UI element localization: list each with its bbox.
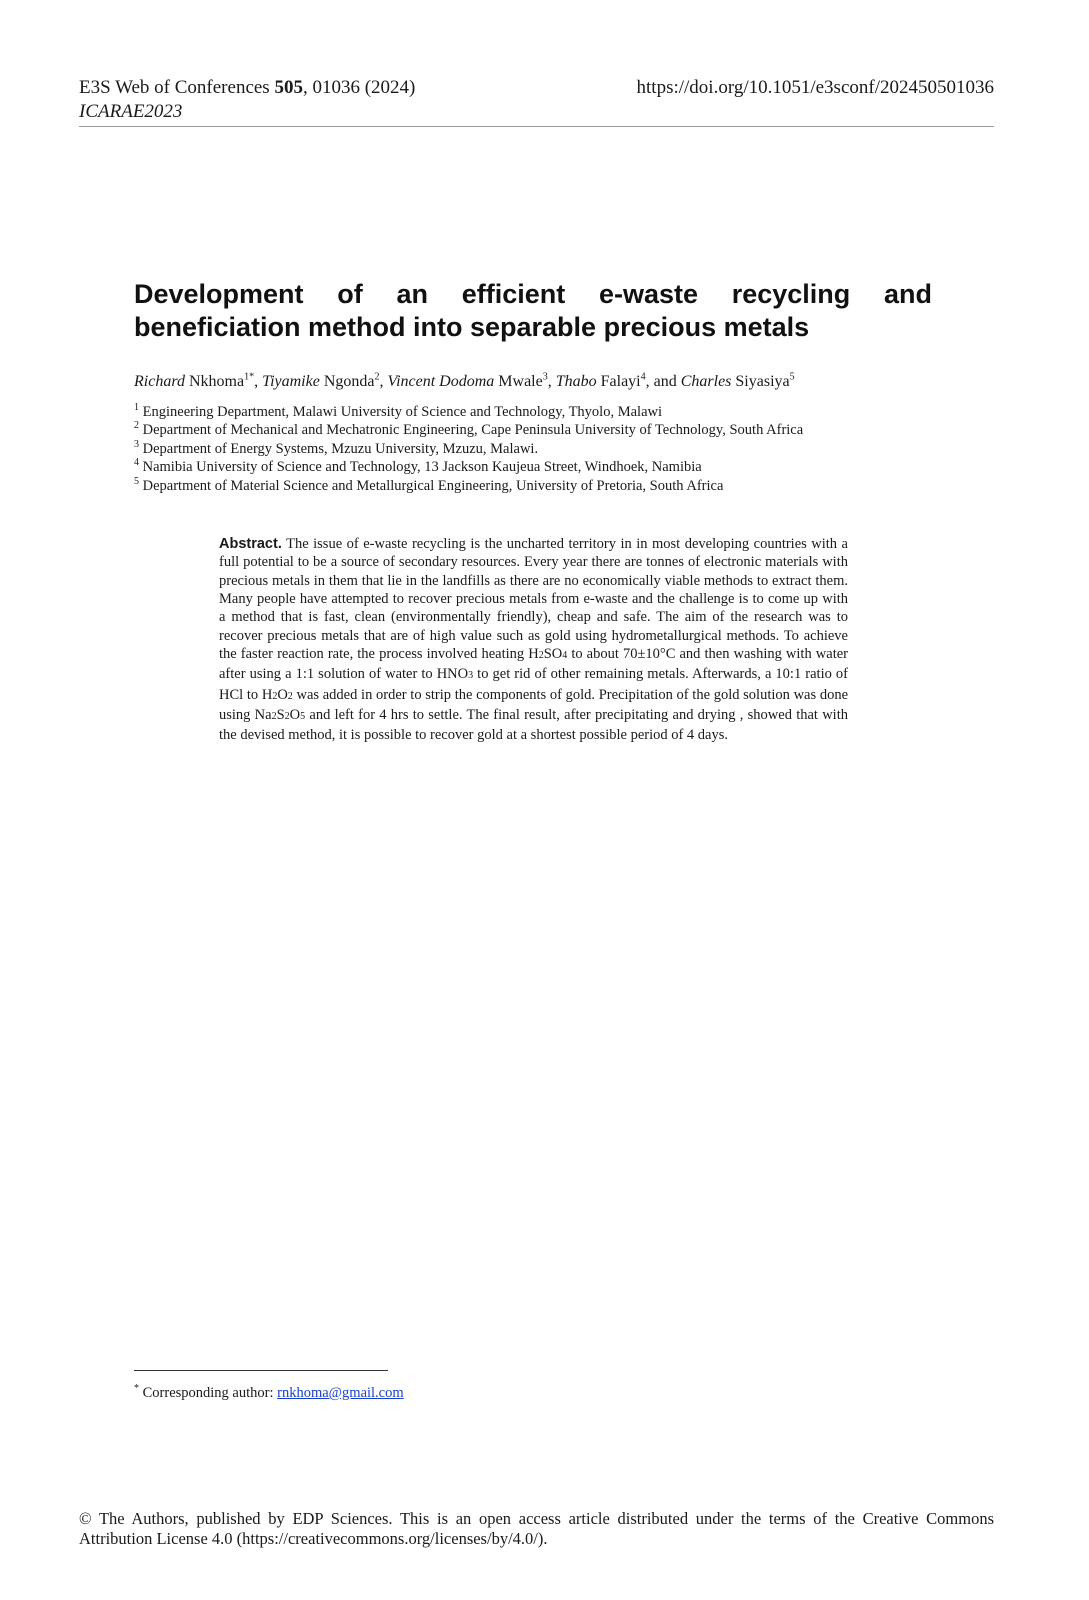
affiliation-text: Department of Material Science and Metallurgical Engineering, University of Pretoria, South Africa bbox=[139, 477, 724, 494]
abstract-text: O bbox=[289, 707, 301, 724]
footnote-mark: * bbox=[134, 1383, 139, 1395]
affiliation bbox=[134, 403, 803, 421]
affiliation-number: 1 bbox=[134, 402, 139, 414]
author-family-name: Ngonda bbox=[323, 373, 375, 390]
abstract-text: The issue of e-waste recycling is the uncharted territory in in most developing countries with a full potential to be a source of secondary resources. Every year there are tonnes of electronic materials with precious metals in them that lie in the landfills as there are no economically viable methods to extract them. Many people have attempted to recover precious metals from e-waste and the challenge is to come up with a method that is fast, clean (environmentally friendly), cheap and safe. The aim of the research was to recover precious metals that are of high value such as gold using hydrometallurgical methods. To achieve the faster reaction rate, the process involved heating H bbox=[219, 536, 848, 663]
author-given-name: Charles bbox=[680, 373, 732, 390]
author-affiliation-mark: 5 bbox=[789, 371, 795, 383]
subscript: 2 bbox=[271, 711, 277, 723]
author bbox=[262, 373, 387, 390]
affiliation-number: 4 bbox=[134, 457, 139, 469]
subscript: 2 bbox=[538, 650, 544, 662]
author bbox=[134, 373, 262, 390]
author-family-name: Nkhoma bbox=[188, 373, 245, 390]
conference-name: ICARAE2023 bbox=[79, 101, 183, 122]
abstract-text: and left for 4 hrs to settle. The final result, after precipitating and drying , showed that with the devised method, it is possible to recover gold at a shortest possible period of 4 days. bbox=[219, 707, 848, 744]
author-separator: , bbox=[379, 373, 388, 390]
affiliation-text: Department of Energy Systems, Mzuzu University, Mzuzu, Malawi. bbox=[139, 440, 539, 457]
affiliation-number: 2 bbox=[134, 420, 139, 432]
corresponding-author-footnote bbox=[134, 1384, 404, 1402]
author-given-name: Richard bbox=[134, 373, 185, 390]
corresponding-email-link[interactable]: rnkhoma@gmail.com bbox=[277, 1385, 404, 1401]
author-given-name: Thabo bbox=[555, 373, 597, 390]
doi-link[interactable]: https://doi.org/10.1051/e3sconf/202450501036 bbox=[636, 77, 994, 98]
affiliation bbox=[134, 440, 803, 458]
author bbox=[681, 373, 795, 390]
author-separator: , bbox=[547, 373, 556, 390]
author-affiliation-mark: 3 bbox=[542, 371, 548, 383]
affiliation-text: Namibia University of Science and Technology, 13 Jackson Kaujeua Street, Windhoek, Namibia bbox=[139, 459, 702, 476]
abstract bbox=[219, 535, 848, 745]
abstract-text: to about 70±10°C and then washing with water after using a 1:1 solution of water to HNO bbox=[219, 646, 848, 683]
affiliation-list bbox=[134, 403, 803, 495]
author-family-name: Mwale bbox=[498, 373, 543, 390]
author-list bbox=[134, 371, 795, 393]
license-notice: © The Authors, published by EDP Sciences. This is an open access article distributed under the terms of the Creative Commons Attribution License 4.0 (https://creativecommons.org/licenses/by/4.0/). bbox=[79, 1509, 994, 1548]
affiliation bbox=[134, 477, 803, 495]
abstract-label: Abstract. bbox=[219, 536, 282, 552]
affiliation-text: Engineering Department, Malawi University of Science and Technology, Thyolo, Malawi bbox=[139, 404, 662, 420]
author-separator: , bbox=[254, 373, 263, 390]
subscript: 2 bbox=[287, 690, 293, 702]
header-divider bbox=[79, 126, 994, 127]
affiliation-number: 3 bbox=[134, 438, 139, 450]
author-family-name: Falayi bbox=[600, 373, 641, 390]
author-separator: , and bbox=[645, 373, 681, 390]
abstract-text: was added in order to strip the components of gold. Precipitation of the gold solution was done using Na bbox=[219, 686, 849, 724]
subscript: 2 bbox=[272, 690, 278, 702]
subscript: 5 bbox=[300, 711, 306, 723]
author-affiliation-mark: 4 bbox=[640, 371, 646, 383]
author bbox=[387, 373, 555, 390]
footnote-text: Corresponding author: bbox=[139, 1385, 278, 1401]
journal-name: E3S Web of Conferences bbox=[79, 77, 270, 98]
volume-number: 505 bbox=[274, 77, 303, 98]
affiliation-number: 5 bbox=[134, 475, 139, 487]
article-number-year: , 01036 (2024) bbox=[302, 77, 416, 98]
author-affiliation-mark: 2 bbox=[374, 371, 380, 383]
subscript: 3 bbox=[468, 670, 474, 682]
abstract-text: to get rid of other remaining metals. Afterwards, a 10:1 ratio of HCl to H bbox=[219, 666, 848, 703]
footnote-divider bbox=[134, 1370, 388, 1371]
author-given-name: Vincent Dodoma bbox=[387, 373, 495, 390]
running-header-left bbox=[79, 76, 415, 124]
title-line-1: Development of an efficient e-waste recycling and bbox=[134, 279, 932, 309]
affiliation bbox=[134, 458, 803, 476]
author bbox=[556, 373, 681, 390]
author-affiliation-mark: 1* bbox=[244, 371, 255, 383]
affiliation-text: Department of Mechanical and Mechatronic Engineering, Cape Peninsula University of Technology, South Africa bbox=[139, 422, 804, 439]
paper-title bbox=[134, 278, 932, 344]
abstract-text: O bbox=[277, 686, 288, 703]
subscript: 4 bbox=[562, 650, 568, 662]
abstract-text: SO bbox=[543, 646, 563, 663]
author-given-name: Tiyamike bbox=[262, 373, 320, 390]
title-line-2: beneficiation method into separable precious metals bbox=[134, 312, 810, 342]
author-family-name: Siyasiya bbox=[735, 373, 790, 390]
abstract-text: S bbox=[276, 707, 285, 724]
subscript: 2 bbox=[284, 711, 290, 723]
affiliation bbox=[134, 421, 803, 439]
